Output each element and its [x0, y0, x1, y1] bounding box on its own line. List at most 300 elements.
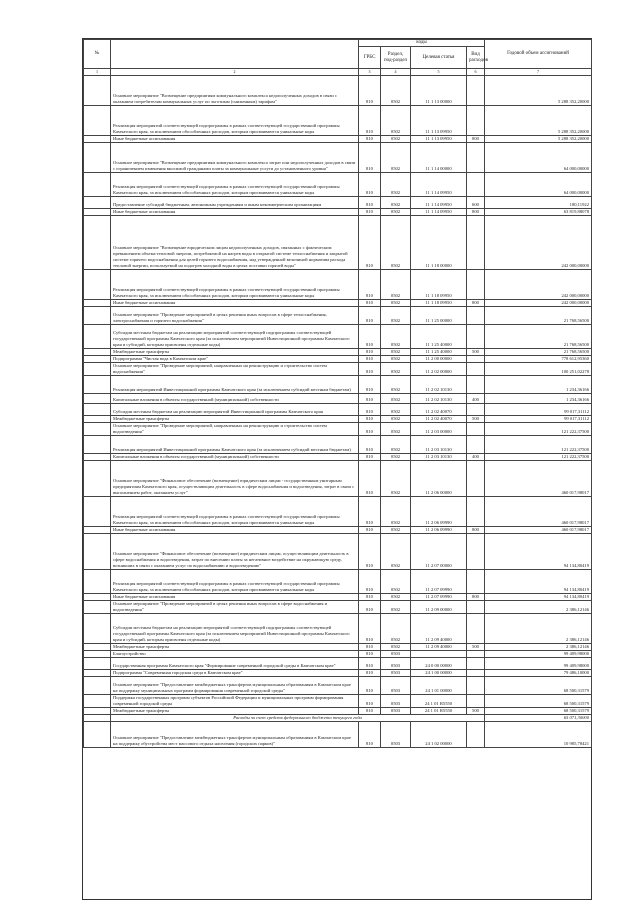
row-vid: [467, 363, 485, 376]
table-row: [84, 76, 592, 106]
row-vid: 400: [467, 454, 485, 461]
row-amount: 121 222,37500: [485, 436, 592, 454]
row-target: 11 2 07 09990: [411, 570, 467, 594]
table-row: [84, 173, 592, 197]
row-name: Реализация мероприятий соответствующей подпрограммы в рамках соответствующей государственной программы Камчатского края, за исключением обособленных расходов, которым присваиваются уникальные коды: [111, 106, 359, 136]
row-target: 11 2 00 00000: [411, 356, 467, 363]
row-grbs: 810: [359, 677, 381, 695]
row-target: 11 2 06 09990: [411, 527, 467, 534]
row-amount: 121 222,37500: [485, 454, 592, 461]
row-razdel: 0502: [381, 644, 411, 651]
row-number-cell: [84, 722, 111, 748]
row-razdel: 0502: [381, 325, 411, 349]
row-amount: 5 288 352,20000: [485, 136, 592, 143]
table-row: [84, 658, 592, 670]
row-grbs: 810: [359, 404, 381, 416]
row-number-cell: [84, 76, 111, 106]
row-vid: [467, 423, 485, 436]
row-number-cell: [84, 376, 111, 394]
row-target: 11 1 13 00000: [411, 76, 467, 106]
row-amount: 94 134,80419: [485, 534, 592, 570]
row-target: 11 1 25 40000: [411, 349, 467, 356]
row-target: 11 2 02 00000: [411, 363, 467, 376]
table-row: [84, 461, 592, 497]
row-target: 11 2 02 10130: [411, 394, 467, 404]
table-row: [84, 300, 592, 307]
row-number-cell: [84, 670, 111, 677]
row-number-cell: [84, 423, 111, 436]
row-amount: 21 768,56500: [485, 307, 592, 325]
row-target: [411, 651, 467, 658]
row-grbs: 810: [359, 497, 381, 527]
table-row: [84, 106, 592, 136]
table-row: [84, 436, 592, 454]
row-razdel: 0502: [381, 173, 411, 197]
row-number-cell: [84, 695, 111, 708]
row-name: Иные бюджетные ассигнования: [111, 527, 359, 534]
row-name: Реализация мероприятий Инвестиционной программы Камчатского края (за исключением субсидий местным бюджетам): [111, 376, 359, 394]
row-vid: 800: [467, 527, 485, 534]
row-vid: [467, 461, 485, 497]
row-number-cell: [84, 497, 111, 527]
table-row: [84, 394, 592, 404]
column-number: 1: [84, 69, 111, 76]
table-row: [84, 614, 592, 644]
row-number-cell: [84, 325, 111, 349]
document-page: [82, 38, 592, 900]
table-row: [84, 527, 592, 534]
header-codes-group: коды: [359, 40, 485, 47]
header-vid: Вид расходов: [467, 47, 485, 69]
table-row: [84, 708, 592, 715]
row-vid: 400: [467, 394, 485, 404]
row-name: Государственная программа Камчатского края "Формирование современной городской среды в Камчатском крае": [111, 658, 359, 670]
row-target: 11 1 25 00000: [411, 307, 467, 325]
row-vid: [467, 404, 485, 416]
row-amount: 2 386,12146: [485, 614, 592, 644]
row-grbs: 810: [359, 594, 381, 601]
row-target: 24 1 01 00000: [411, 677, 467, 695]
row-vid: 800: [467, 300, 485, 307]
row-razdel: 0502: [381, 376, 411, 394]
row-amount: 21 768,56500: [485, 325, 592, 349]
column-number: 3: [359, 69, 381, 76]
table-row: [84, 644, 592, 651]
row-grbs: 810: [359, 527, 381, 534]
row-amount: 2 386,12146: [485, 601, 592, 614]
row-vid: 500: [467, 349, 485, 356]
row-vid: [467, 356, 485, 363]
row-amount: 2 386,12146: [485, 644, 592, 651]
row-target: 11 2 09 40000: [411, 644, 467, 651]
row-amount: 778 612,95360: [485, 356, 592, 363]
row-amount: 1 234,36166: [485, 394, 592, 404]
row-note: Расходы за счет средств федерального бюджета текущего года: [111, 715, 485, 722]
row-amount: 5 288 352,20000: [485, 106, 592, 136]
row-razdel: 0502: [381, 216, 411, 270]
row-number-cell: [84, 143, 111, 173]
row-grbs: 810: [359, 300, 381, 307]
row-name: Межбюджетные трансферты: [111, 644, 359, 651]
row-grbs: 810: [359, 644, 381, 651]
row-name: Подпрограмма "Чистая вода в Камчатском крае": [111, 356, 359, 363]
row-grbs: 810: [359, 363, 381, 376]
row-vid: [467, 497, 485, 527]
row-amount: 79 486,10000: [485, 670, 592, 677]
row-grbs: 810: [359, 307, 381, 325]
row-vid: [467, 270, 485, 300]
row-amount: 460 017,98017: [485, 497, 592, 527]
row-grbs: 810: [359, 436, 381, 454]
table-row: [84, 376, 592, 394]
row-grbs: 810: [359, 197, 381, 209]
row-target: 11 2 07 09990: [411, 594, 467, 601]
row-grbs: 810: [359, 376, 381, 394]
row-razdel: 0502: [381, 497, 411, 527]
table-row: [84, 404, 592, 416]
row-number-cell: [84, 363, 111, 376]
row-vid: 800: [467, 209, 485, 216]
table-row: [84, 349, 592, 356]
row-name: Капитальные вложения в объекты государственной (муниципальной) собственности: [111, 454, 359, 461]
row-name: Субсидии местным бюджетам на реализацию мероприятий Инвестиционной программы Камчатского края: [111, 404, 359, 416]
row-razdel: 0502: [381, 534, 411, 570]
row-grbs: 810: [359, 708, 381, 715]
row-razdel: 0502: [381, 136, 411, 143]
row-number-cell: [84, 416, 111, 423]
row-grbs: 810: [359, 416, 381, 423]
column-number: 6: [467, 69, 485, 76]
row-name: Иные бюджетные ассигнования: [111, 209, 359, 216]
row-name: Основное мероприятие "Предоставление межбюджетных трансфертов муниципальным образованиям в Камчатском крае на поддержку обустройства мест массового отдыха населения (городских парков)": [111, 722, 359, 748]
column-number: 4: [381, 69, 411, 76]
row-razdel: 0502: [381, 436, 411, 454]
row-number-cell: [84, 658, 111, 670]
row-vid: [467, 658, 485, 670]
row-vid: 500: [467, 416, 485, 423]
table-row: [84, 454, 592, 461]
row-name: Межбюджетные трансферты: [111, 416, 359, 423]
row-razdel: 0502: [381, 356, 411, 363]
row-number-cell: [84, 601, 111, 614]
row-amount: 180,11922: [485, 197, 592, 209]
row-target: 11 2 03 10130: [411, 436, 467, 454]
row-target: 24 1 02 00000: [411, 722, 467, 748]
column-number: 2: [111, 69, 359, 76]
row-number-cell: [84, 404, 111, 416]
row-razdel: 0502: [381, 300, 411, 307]
row-vid: 800: [467, 594, 485, 601]
row-razdel: 0503: [381, 651, 411, 658]
row-razdel: 0502: [381, 594, 411, 601]
row-number-cell: [84, 300, 111, 307]
table-row: [84, 601, 592, 614]
row-name: Межбюджетные трансферты: [111, 349, 359, 356]
row-name: Реализация мероприятий соответствующей подпрограммы в рамках соответствующей государственной программы Камчатского края, за исключением обособленных расходов, которым присваиваются уникальные коды: [111, 270, 359, 300]
row-amount: 68 500,31579: [485, 677, 592, 695]
row-name: Подпрограмма "Современная городская среда в Камчатском крае": [111, 670, 359, 677]
row-razdel: 0503: [381, 722, 411, 748]
row-grbs: 810: [359, 76, 381, 106]
row-razdel: 0502: [381, 76, 411, 106]
row-vid: 500: [467, 708, 485, 715]
row-target: 11 1 14 00000: [411, 143, 467, 173]
table-row: [84, 715, 592, 722]
row-grbs: 810: [359, 356, 381, 363]
row-number-cell: [84, 677, 111, 695]
row-number-cell: [84, 349, 111, 356]
row-vid: [467, 173, 485, 197]
row-amount: 460 017,98017: [485, 461, 592, 497]
row-razdel: 0502: [381, 143, 411, 173]
row-number-cell: [84, 534, 111, 570]
table-row: [84, 677, 592, 695]
row-vid: 500: [467, 644, 485, 651]
row-amount: 121 222,37500: [485, 423, 592, 436]
row-amount: 99 409,98000: [485, 658, 592, 670]
row-target: 11 1 14 09950: [411, 197, 467, 209]
row-target: 24 1 01 R5550: [411, 695, 467, 708]
row-number-cell: [84, 651, 111, 658]
row-number-cell: [84, 136, 111, 143]
table-row: [84, 594, 592, 601]
table-row: [84, 136, 592, 143]
row-target: 11 1 14 09950: [411, 209, 467, 216]
table-row: [84, 363, 592, 376]
row-name: Иные бюджетные ассигнования: [111, 300, 359, 307]
row-razdel: 0503: [381, 670, 411, 677]
row-amount: 242 000,00000: [485, 216, 592, 270]
row-amount: 65 071,30000: [485, 715, 592, 722]
row-target: 11 1 25 40000: [411, 325, 467, 349]
table-row: [84, 534, 592, 570]
row-amount: 68 500,31579: [485, 708, 592, 715]
row-razdel: 0502: [381, 527, 411, 534]
row-razdel: 0502: [381, 461, 411, 497]
row-number-cell: [84, 307, 111, 325]
row-amount: 460 017,98017: [485, 527, 592, 534]
row-target: 11 1 14 09950: [411, 173, 467, 197]
row-grbs: 810: [359, 695, 381, 708]
row-grbs: 810: [359, 143, 381, 173]
row-name: Реализация мероприятий соответствующей подпрограммы в рамках соответствующей государственной программы Камчатского края, за исключением обособленных расходов, которым присваиваются уникальные коды: [111, 497, 359, 527]
row-name: Реализация мероприятий соответствующей подпрограммы в рамках соответствующей государственной программы Камчатского края, за исключением обособленных расходов, которым присваиваются уникальные коды: [111, 173, 359, 197]
table-row: [84, 416, 592, 423]
row-vid: 800: [467, 136, 485, 143]
table-row: [84, 197, 592, 209]
header-name: [111, 40, 359, 69]
row-target: 11 2 03 00000: [411, 423, 467, 436]
row-number-cell: [84, 708, 111, 715]
row-grbs: 810: [359, 394, 381, 404]
row-grbs: 810: [359, 454, 381, 461]
row-grbs: 810: [359, 651, 381, 658]
row-name: Основное мероприятие "Финансовое обеспечение (возмещение) юридическим лицам - государственным унитарным предприятиям Камчатского края, осуществляющим деятельность в сфере водоснабжения и водоотведения, затрат в связи с выполнением работ, оказанием услуг": [111, 461, 359, 497]
table-row: [84, 670, 592, 677]
table-row: [84, 143, 592, 173]
row-number-cell: [84, 209, 111, 216]
row-razdel: 0502: [381, 106, 411, 136]
row-grbs: 810: [359, 722, 381, 748]
table-row: [84, 325, 592, 349]
row-amount: 99 017,31112: [485, 404, 592, 416]
row-vid: [467, 670, 485, 677]
row-number-cell: [84, 173, 111, 197]
row-number-cell: [84, 216, 111, 270]
row-target: 11 1 18 09950: [411, 270, 467, 300]
row-name: Капитальные вложения в объекты государственной (муниципальной) собственности: [111, 394, 359, 404]
row-grbs: 810: [359, 670, 381, 677]
row-razdel: 0502: [381, 349, 411, 356]
row-name: Основное мероприятие "Возмещение предприятиям коммунального комплекса затрат или недополученных доходов в связи с ограничением изменения вносимой гражданами платы за коммунальные услуги до установленного уровня": [111, 143, 359, 173]
row-razdel: 0502: [381, 394, 411, 404]
row-number-cell: [84, 570, 111, 594]
row-razdel: 0502: [381, 197, 411, 209]
table-row: [84, 216, 592, 270]
row-vid: [467, 651, 485, 658]
row-vid: 600: [467, 197, 485, 209]
row-amount: 5 288 352,20000: [485, 76, 592, 106]
row-amount: 242 000,00000: [485, 270, 592, 300]
row-name: Межбюджетные трансферты: [111, 708, 359, 715]
row-name: Основное мероприятие "Предоставление межбюджетных трансфертов муниципальным образованиям в Камчатском крае на поддержку муниципальных программ формирования современной городской среды": [111, 677, 359, 695]
row-name: Субсидии местным бюджетам на реализацию мероприятий соответствующей подпрограммы соответствующей государственной программы Камчатского края (за исключением мероприятий Инвестиционной программы Камчатского края и субсидий, которым присвоены отдельные коды): [111, 325, 359, 349]
row-name: Иные бюджетные ассигнования: [111, 594, 359, 601]
header-razdel: Раздел, под-раздел: [381, 47, 411, 69]
row-name: Реализация мероприятий соответствующей подпрограммы в рамках соответствующей государственной программы Камчатского края, за исключением обособленных расходов, которым присваиваются уникальные коды: [111, 570, 359, 594]
row-amount: 63 819,88078: [485, 209, 592, 216]
row-target: 11 2 02 10130: [411, 376, 467, 394]
row-name: Основное мероприятие "Проведение мероприятий, направленных на реконструкцию и строительство систем водоснабжения": [111, 363, 359, 376]
header-grbs: ГРБС: [359, 47, 381, 69]
row-razdel: 0502: [381, 209, 411, 216]
row-amount: 68 500,31579: [485, 695, 592, 708]
row-vid: [467, 325, 485, 349]
table-row: [84, 722, 592, 748]
row-vid: [467, 695, 485, 708]
row-target: 11 2 06 09990: [411, 497, 467, 527]
row-vid: [467, 216, 485, 270]
row-grbs: 810: [359, 423, 381, 436]
row-name: Основное мероприятие "Возмещение предприятиям коммунального комплекса недополученных доходов в связи с оказанием потребителям коммунальных услуг по льготным (сниженным) тарифам": [111, 76, 359, 106]
row-grbs: 810: [359, 209, 381, 216]
row-name: Основное мероприятие "Проведение мероприятий в целях решения иных вопросов в сфере водоснабжения и водоотведения": [111, 601, 359, 614]
row-vid: [467, 534, 485, 570]
header-target: Целевая статья: [411, 47, 467, 69]
row-target: 11 2 06 00000: [411, 461, 467, 497]
row-grbs: 810: [359, 601, 381, 614]
row-razdel: 0503: [381, 677, 411, 695]
column-number: 7: [485, 69, 592, 76]
table-row: [84, 270, 592, 300]
row-number-cell: [84, 594, 111, 601]
row-name: Благоустройство: [111, 651, 359, 658]
row-target: 11 2 03 10130: [411, 454, 467, 461]
row-vid: [467, 307, 485, 325]
row-amount: 64 000,00000: [485, 173, 592, 197]
row-grbs: 810: [359, 658, 381, 670]
row-grbs: 810: [359, 570, 381, 594]
row-amount: 10 985,78421: [485, 722, 592, 748]
row-amount: 99 017,31112: [485, 416, 592, 423]
row-name: Основное мероприятие "Проведение мероприятий, направленных на реконструкцию и строительство систем водоотведения": [111, 423, 359, 436]
column-number: 5: [411, 69, 467, 76]
row-amount: 94 134,80419: [485, 594, 592, 601]
row-number-cell: [84, 394, 111, 404]
budget-table: [83, 39, 592, 748]
row-razdel: 0502: [381, 423, 411, 436]
row-target: 11 2 09 40000: [411, 614, 467, 644]
row-target: 11 2 07 00000: [411, 534, 467, 570]
row-vid: [467, 570, 485, 594]
row-name: Субсидии местным бюджетам на реализацию мероприятий соответствующей подпрограммы соответствующей государственной программы Камчатского края (за исключением мероприятий Инвестиционной программы Камчатского края и субсидий, которым присвоены отдельные коды): [111, 614, 359, 644]
row-vid: [467, 722, 485, 748]
row-name: Основное мероприятие "Проведение мероприятий в целях решения иных вопросов в сфере теплоснабжения, электроснабжения и горячего водоснабжения": [111, 307, 359, 325]
row-razdel: 0502: [381, 363, 411, 376]
row-grbs: 810: [359, 349, 381, 356]
row-razdel: 0502: [381, 614, 411, 644]
table-row: [84, 356, 592, 363]
header-number: №: [84, 40, 111, 69]
header-column-numbers: [84, 69, 592, 76]
row-name: Основное мероприятие "Финансовое обеспечение (возмещение) юридическим лицам, осуществляющим деятельность в сфере водоснабжения и водоотведения, затрат по внесению платы за негативное воздействие на окружающую среду, возникших в связи с оказанием услуг по водоснабжению и водоотведению": [111, 534, 359, 570]
row-razdel: 0503: [381, 708, 411, 715]
row-razdel: 0502: [381, 404, 411, 416]
row-target: 11 2 02 40070: [411, 404, 467, 416]
table-row: [84, 209, 592, 216]
row-name: Основное мероприятие "Возмещение юридическим лицам недополученных доходов, связанных с фактическим превышением объема тепловой энергии, потребляемой на нагрев воды в открытой системе теплоснабжения и закрытой системе горячего водоснабжения для целей горячего водоснабжения, над утвержденной величиной норматива расхода тепловой энергии, используемой на подогрев холодной воды в целях поставки горячей воды": [111, 216, 359, 270]
row-amount: 100 251,02278: [485, 363, 592, 376]
row-amount: 99 409,98000: [485, 651, 592, 658]
row-razdel: 0502: [381, 270, 411, 300]
table-row: [84, 570, 592, 594]
row-number-cell: [84, 197, 111, 209]
row-grbs: 810: [359, 270, 381, 300]
row-vid: [467, 143, 485, 173]
row-vid: [467, 614, 485, 644]
row-number-cell: [84, 436, 111, 454]
row-vid: [467, 76, 485, 106]
table-row: [84, 423, 592, 436]
row-amount: 1 234,36166: [485, 376, 592, 394]
row-target: 11 1 18 00000: [411, 216, 467, 270]
row-number-cell: [84, 454, 111, 461]
row-grbs: 810: [359, 325, 381, 349]
row-amount: 94 134,80419: [485, 570, 592, 594]
row-name: Иные бюджетные ассигнования: [111, 136, 359, 143]
header-amount: Годовой объем ассигнований: [485, 40, 592, 69]
row-razdel: 0502: [381, 416, 411, 423]
row-vid: [467, 677, 485, 695]
row-target: 24 1 01 R5550: [411, 708, 467, 715]
row-grbs: 810: [359, 216, 381, 270]
row-name: Поддержка государственных программ субъектов Российской Федерации и муниципальных программ формирования современной городской среды: [111, 695, 359, 708]
table-row: [84, 307, 592, 325]
row-number-cell: [84, 106, 111, 136]
row-number-cell: [84, 356, 111, 363]
row-razdel: 0502: [381, 454, 411, 461]
row-number-cell: [84, 614, 111, 644]
row-razdel: 0503: [381, 695, 411, 708]
row-number-cell: [84, 461, 111, 497]
row-amount: 242 000,00000: [485, 300, 592, 307]
row-amount: 64 000,00000: [485, 143, 592, 173]
row-target: 11 1 13 09950: [411, 136, 467, 143]
row-vid: [467, 436, 485, 454]
row-target: 24 0 00 00000: [411, 658, 467, 670]
row-razdel: 0502: [381, 601, 411, 614]
row-grbs: 810: [359, 614, 381, 644]
